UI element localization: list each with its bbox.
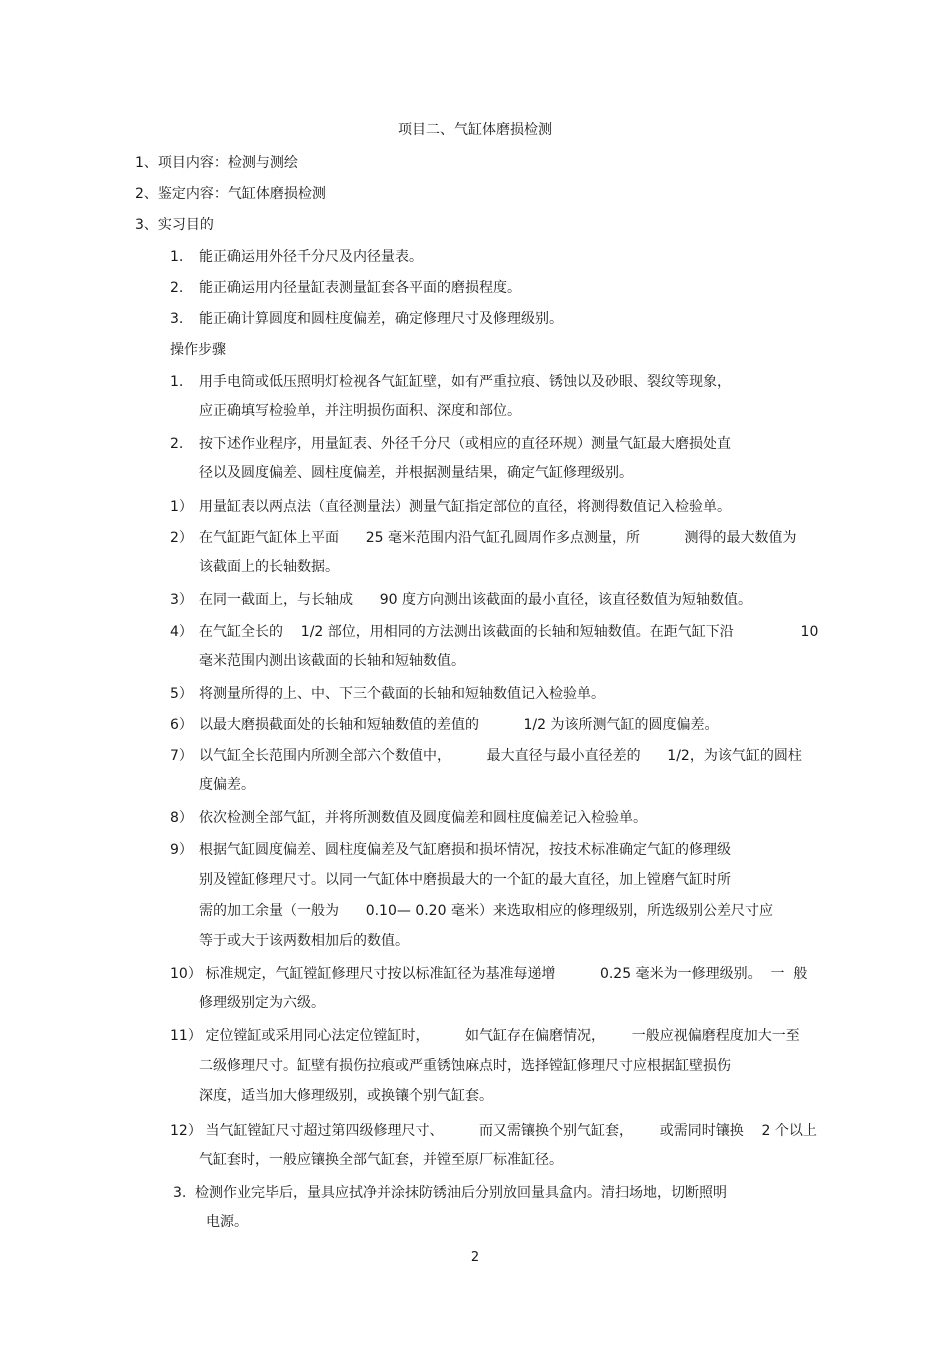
section-item-appraisal: 2、鉴定内容：气缸体磨损检测: [135, 186, 326, 202]
substep-number: 10）: [170, 966, 202, 982]
step-line: 按下述作业程序，用量缸表、外径千分尺（或相应的直径环规）测量气缸最大磨损处直: [199, 436, 731, 452]
section-item-content: 1、项目内容：检测与测绘: [135, 155, 298, 171]
substep-line: 深度，适当加大修理级别，或换镶个别气缸套。: [199, 1088, 493, 1104]
substep-line: 修理级别定为六级。: [199, 995, 325, 1011]
final-number: 3.: [173, 1185, 187, 1201]
substep-number: 12）: [170, 1123, 202, 1139]
objective-number: 1.: [170, 249, 184, 265]
substep-number: 8）: [170, 810, 193, 826]
substep-line: 用量缸表以两点法（直径测量法）测量气缸指定部位的直径，将测得数值记入检验单。: [199, 499, 731, 515]
substep-line: 根据气缸圆度偏差、圆柱度偏差及气缸磨损和损坏情况，按技术标准确定气缸的修理级: [199, 842, 731, 858]
substep-number: 7）: [170, 748, 193, 764]
substep-number: 3）: [170, 592, 193, 608]
step-number: 2.: [170, 436, 184, 452]
substep-line: 标准规定，气缸镗缸修理尺寸按以标准缸径为基准每递增 0.25 毫米为一修理级别。 一 般: [201, 966, 808, 982]
substep-line: 毫米范围内测出该截面的长轴和短轴数值。: [199, 653, 465, 669]
substep-line: 在气缸距气缸体上平面 25 毫米范围内沿气缸孔圆周作多点测量，所 测得的最大数值为: [199, 530, 797, 546]
step-line: 应正确填写检验单，并注明损伤面积、深度和部位。: [199, 403, 521, 419]
steps-heading: 操作步骤: [170, 342, 226, 358]
substep-line: 将测量所得的上、中、下三个截面的长轴和短轴数值记入检验单。: [199, 686, 605, 702]
substep-number: 1）: [170, 499, 193, 515]
step-line: 用手电筒或低压照明灯检视各气缸缸壁，如有严重拉痕、锈蚀以及砂眼、裂纹等现象，: [199, 374, 731, 390]
substep-number: 11）: [170, 1028, 202, 1044]
section-item-objective: 3、实习目的: [135, 217, 214, 233]
substep-line: 以最大磨损截面处的长轴和短轴数值的差值的 1/2 为该所测气缸的圆度偏差。: [199, 717, 719, 733]
substep-line: 以气缸全长范围内所测全部六个数值中， 最大直径与最小直径差的 1/2，为该气缸的圆柱: [199, 748, 802, 764]
objective-number: 2.: [170, 280, 184, 296]
substep-line: 在气缸全长的 1/2 部位，用相同的方法测出该截面的长轴和短轴数值。在距气缸下沿 10: [199, 624, 819, 640]
objective-text: 能正确运用外径千分尺及内径量表。: [199, 249, 423, 265]
objective-text: 能正确计算圆度和圆柱度偏差，确定修理尺寸及修理级别。: [199, 311, 563, 327]
final-line: 电源。: [206, 1214, 248, 1230]
step-line: 径以及圆度偏差、圆柱度偏差，并根据测量结果，确定气缸修理级别。: [199, 465, 633, 481]
substep-line: 二级修理尺寸。缸壁有损伤拉痕或严重锈蚀麻点时，选择镗缸修理尺寸应根据缸壁损伤: [199, 1058, 731, 1074]
substep-number: 2）: [170, 530, 193, 546]
substep-number: 4）: [170, 624, 193, 640]
substep-number: 6）: [170, 717, 193, 733]
final-line: 检测作业完毕后，量具应拭净并涂抹防锈油后分别放回量具盒内。清扫场地，切断照明: [195, 1185, 727, 1201]
step-number: 1.: [170, 374, 184, 390]
substep-line: 在同一截面上，与长轴成 90 度方向测出该截面的最小直径，该直径数值为短轴数值。: [199, 592, 752, 608]
objective-number: 3.: [170, 311, 184, 327]
substep-number: 9）: [170, 842, 193, 858]
substep-line: 当气缸镗缸尺寸超过第四级修理尺寸、 而又需镶换个别气缸套， 或需同时镶换 2 个以上: [201, 1123, 817, 1139]
substep-line: 等于或大于该两数相加后的数值。: [199, 933, 409, 949]
substep-line: 该截面上的长轴数据。: [199, 559, 339, 575]
substep-line: 别及镗缸修理尺寸。以同一气缸体中磨损最大的一个缸的最大直径，加上镗磨气缸时所: [199, 872, 731, 888]
page-number: 2: [470, 1250, 480, 1265]
substep-line: 气缸套时，一般应镶换全部气缸套，并镗至原厂标准缸径。: [199, 1152, 563, 1168]
substep-line: 定位镗缸或采用同心法定位镗缸时， 如气缸存在偏磨情况， 一般应视偏磨程度加大一至: [201, 1028, 800, 1044]
objective-text: 能正确运用内径量缸表测量缸套各平面的磨损程度。: [199, 280, 521, 296]
page-title: 项目二、气缸体磨损检测: [398, 122, 552, 138]
substep-line: 需的加工余量（一般为 0.10— 0.20 毫米）来选取相应的修理级别，所选级别公差尺寸应: [199, 903, 773, 919]
substep-line: 依次检测全部气缸，并将所测数值及圆度偏差和圆柱度偏差记入检验单。: [199, 810, 647, 826]
substep-number: 5）: [170, 686, 193, 702]
substep-line: 度偏差。: [199, 777, 255, 793]
